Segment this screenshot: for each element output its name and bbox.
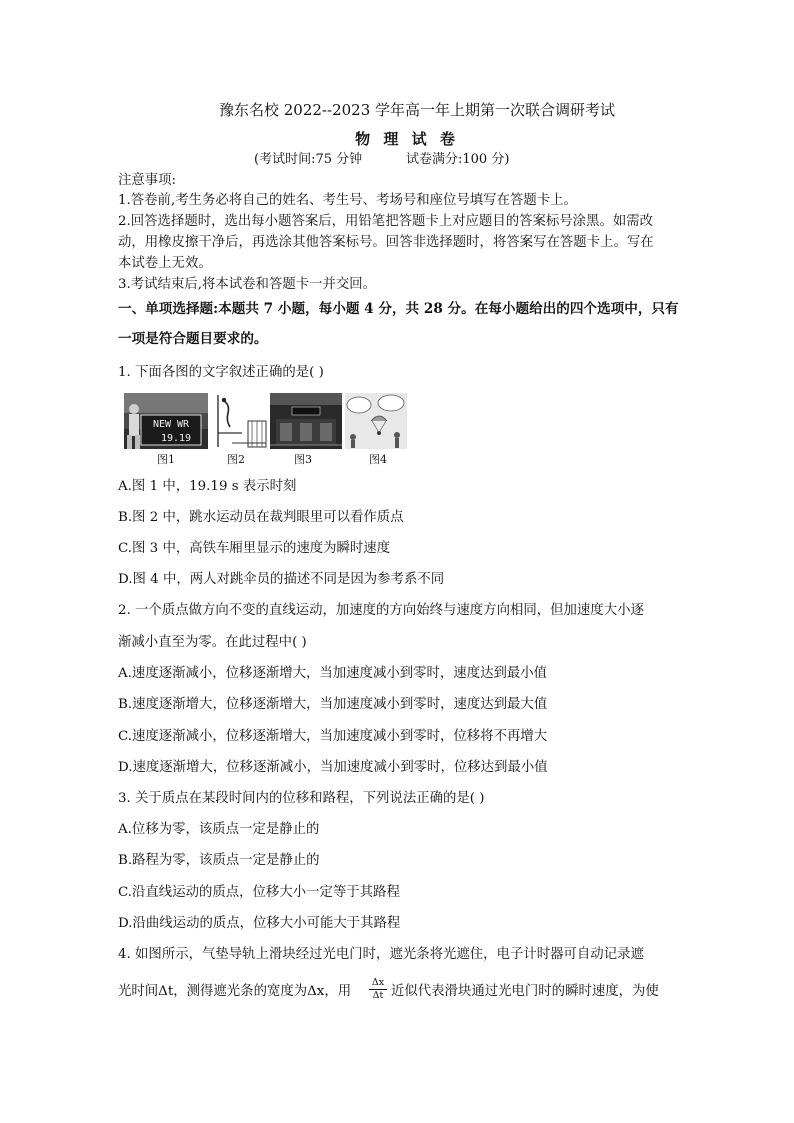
figure-2-image (212, 393, 268, 449)
exam-title: 豫东名校 2022--2023 学年高一年上期第一次联合调研考试 (218, 101, 616, 119)
q4-fraction-numerator: Δx (371, 977, 385, 988)
section-heading-line-1: 一、单项选择题:本题共 7 小题，每小题 4 分，共 28 分。在每小题给出的四个选项中，只有 (118, 301, 679, 317)
q2-option-d: D.速度逐渐增大，位移逐渐减小，当加速度减小到零时，位移达到最小值 (118, 760, 548, 775)
q2-option-a: A.速度逐渐减小，位移逐渐增大，当加速度减小到零时，速度达到最小值 (118, 666, 548, 681)
q2-option-b: B.速度逐渐增大，位移逐渐增大，当加速度减小到零时，速度达到最大值 (118, 697, 548, 712)
q3-option-b: B.路程为零，该质点一定是静止的 (118, 853, 320, 868)
q4-stem-line-2-part-2: 近似代表滑块通过光电门时的瞬时速度，为使 (391, 984, 659, 999)
fig1-board-bottom: 19.19 (160, 433, 192, 444)
note-2-line-2: 动，用橡皮擦干净后，再选涂其他答案标号。回答非选择题时，将答案写在答题卡上。写在 (118, 235, 654, 250)
q4-fraction (369, 978, 387, 1000)
fig1-board-top: NEW WR (152, 419, 190, 430)
q1-option-b: B.图 2 中，跳水运动员在裁判眼里可以看作质点 (118, 510, 404, 525)
note-2-line-3: 本试卷上无效。 (118, 256, 212, 271)
q3-option-a: A.位移为零，该质点一定是静止的 (118, 822, 320, 837)
note-1: 1.答卷前,考生务必将自己的姓名、考生号、考场号和座位号填写在答题卡上。 (118, 193, 577, 208)
q4-fraction-denominator: Δt (372, 989, 384, 1001)
exam-score: 试卷满分:100 分) (406, 152, 510, 167)
figure-1-caption: 图1 (157, 453, 175, 466)
figure-3-image (270, 393, 342, 449)
q1-option-c: C.图 3 中，高铁车厢里显示的速度为瞬时速度 (118, 541, 391, 556)
note-3: 3.考试结束后,将本试卷和答题卡一并交回。 (118, 277, 377, 292)
q1-option-d: D.图 4 中，两人对跳伞员的描述不同是因为参考系不同 (118, 572, 445, 587)
q3-option-c: C.沿直线运动的质点，位移大小一定等于其路程 (118, 885, 400, 900)
notes-heading: 注意事项: (118, 173, 177, 188)
q2-stem-line-2: 渐减小直至为零。在此过程中( ) (118, 635, 307, 650)
figure-3-caption: 图3 (294, 453, 312, 466)
q4-stem-line-2-part-1: 光时间Δt，测得遮光条的宽度为Δx，用 (118, 984, 352, 999)
figure-1-image (124, 393, 208, 449)
q1-stem: 1. 下面各图的文字叙述正确的是( ) (118, 365, 324, 380)
q3-stem: 3. 关于质点在某段时间内的位移和路程，下列说法正确的是( ) (118, 791, 485, 806)
q2-option-c: C.速度逐渐减小，位移逐渐增大，当加速度减小到零时，位移将不再增大 (118, 729, 548, 744)
subject-title: 物 理 试 卷 (355, 130, 459, 148)
q2-stem-line-1: 2. 一个质点做方向不变的直线运动，加速度的方向始终与速度方向相同，但加速度大小逐 (118, 603, 644, 618)
figure-4-caption: 图4 (369, 453, 387, 466)
figure-4-image (345, 393, 407, 449)
exam-time: (考试时间:75 分钟 (254, 152, 363, 167)
q4-stem-line-1: 4. 如图所示，气垫导轨上滑块经过光电门时，遮光条将光遮住，电子计时器可自动记录遮 (118, 947, 644, 962)
q1-option-a: A.图 1 中，19.19 s 表示时刻 (118, 479, 297, 494)
figure-2-caption: 图2 (227, 453, 245, 466)
q3-option-d: D.沿曲线运动的质点，位移大小可能大于其路程 (118, 916, 401, 931)
note-2-line-1: 2.回答选择题时，选出每小题答案后，用铅笔把答题卡上对应题目的答案标号涂黑。如需改 (118, 214, 654, 229)
section-heading-line-2: 一项是符合题目要求的。 (118, 331, 268, 347)
